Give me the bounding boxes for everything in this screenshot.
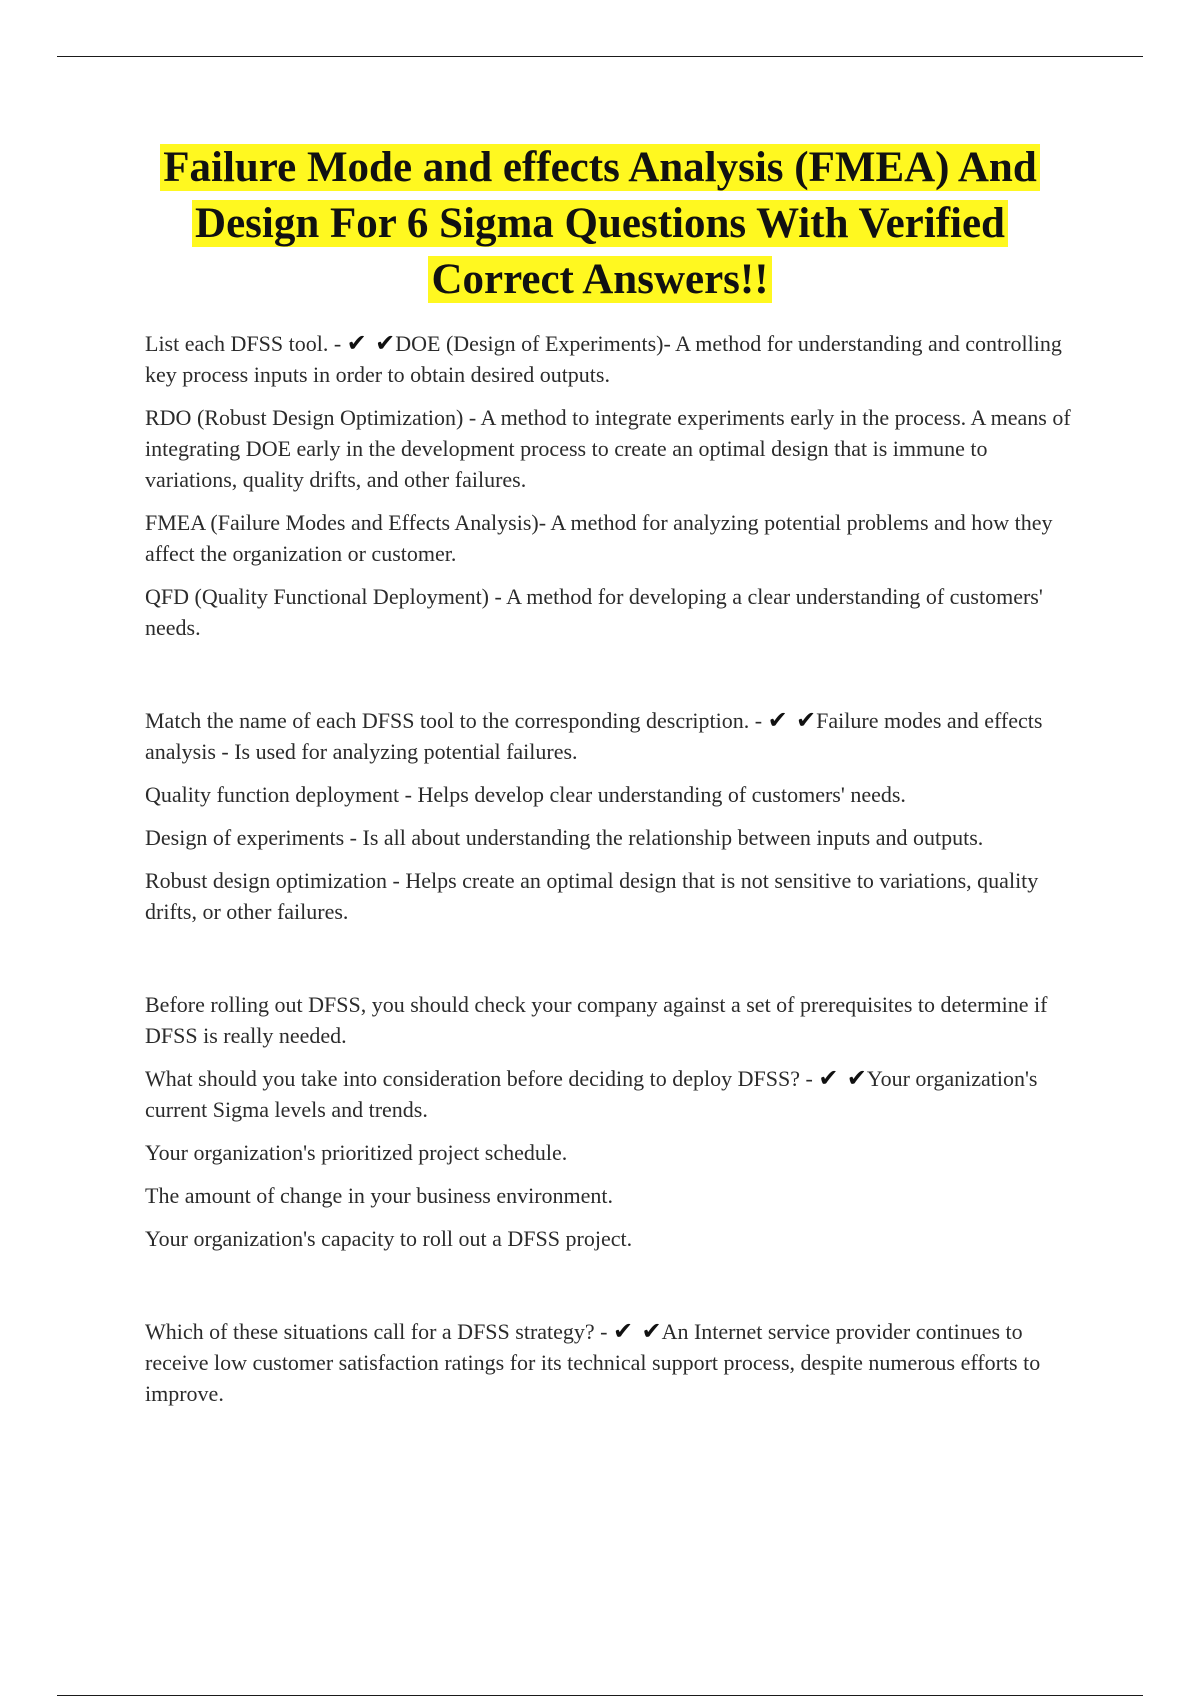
qa-1-question [145,328,1080,390]
bottom-rule [57,1695,1143,1696]
qa-2-answer-2: Quality function deployment - Helps develop clear understanding of customers' needs. [145,782,906,807]
double-check-icon: ✔ ✔ [346,329,396,357]
qa-2-answer-4: Robust design optimization - Helps create an optimal design that is not sensitive to variations, quality drifts, or other failures. [145,868,1039,924]
question-text: Which of these situations call for a DFSS strategy? - [145,1319,614,1344]
answer-text: DOE (Design of Experiments)- A method for understanding and controlling key process inputs in order to obtain desired outputs. [145,331,1062,387]
top-rule [57,56,1143,57]
answer-text: An Internet service provider continues to receive low customer satisfaction ratings for its technical support process, despite numerous efforts to improve. [145,1319,1041,1406]
section-gap [145,939,1080,989]
answer-text: Your organization's current Sigma levels and trends. [145,1066,1038,1122]
qa-1-answer-4: QFD (Quality Functional Deployment) - A method for developing a clear understanding of customers' needs. [145,584,1043,640]
qa-3-intro: Before rolling out DFSS, you should check your company against a set of prerequisites to determine if DFSS is really needed. [145,992,1048,1048]
qa-1-answer-3: FMEA (Failure Modes and Effects Analysis)- A method for analyzing potential problems and how they affect the organization or customer. [145,510,1053,566]
qa-3-answer-4: Your organization's capacity to roll out a DFSS project. [145,1226,633,1251]
section-gap [145,655,1080,705]
question-text: What should you take into consideration before deciding to deploy DFSS? - [145,1066,819,1091]
qa-2-question [145,705,1080,767]
qa-3-answer-3: The amount of change in your business environment. [145,1183,614,1208]
qa-4-question [145,1316,1080,1409]
question-text: Match the name of each DFSS tool to the corresponding description. - [145,708,768,733]
question-text: List each DFSS tool. - [145,331,347,356]
answer-text: Failure modes and effects analysis - Is used for analyzing potential failures. [145,708,1043,764]
qa-3-answer-2: Your organization's prioritized project schedule. [145,1140,568,1165]
qa-2-answer-3: Design of experiments - Is all about understanding the relationship between inputs and outputs. [145,825,984,850]
double-check-icon: ✔ ✔ [767,706,817,734]
document-title [130,140,1070,308]
title-highlight: Failure Mode and effects Analysis (FMEA) And Design For 6 Sigma Questions With Verified Correct Answers!! [160,144,1040,303]
double-check-icon: ✔ ✔ [818,1064,867,1092]
qa-3-question [145,1063,1080,1125]
qa-1-answer-2: RDO (Robust Design Optimization) - A method to integrate experiments early in the process. A means of integrating DOE early in the development process to create an optimal design that is immune to variations, quality drifts, and other failures. [145,405,1071,492]
section-gap [145,1266,1080,1316]
document-body [145,328,1080,1421]
double-check-icon: ✔ ✔ [613,1317,662,1345]
